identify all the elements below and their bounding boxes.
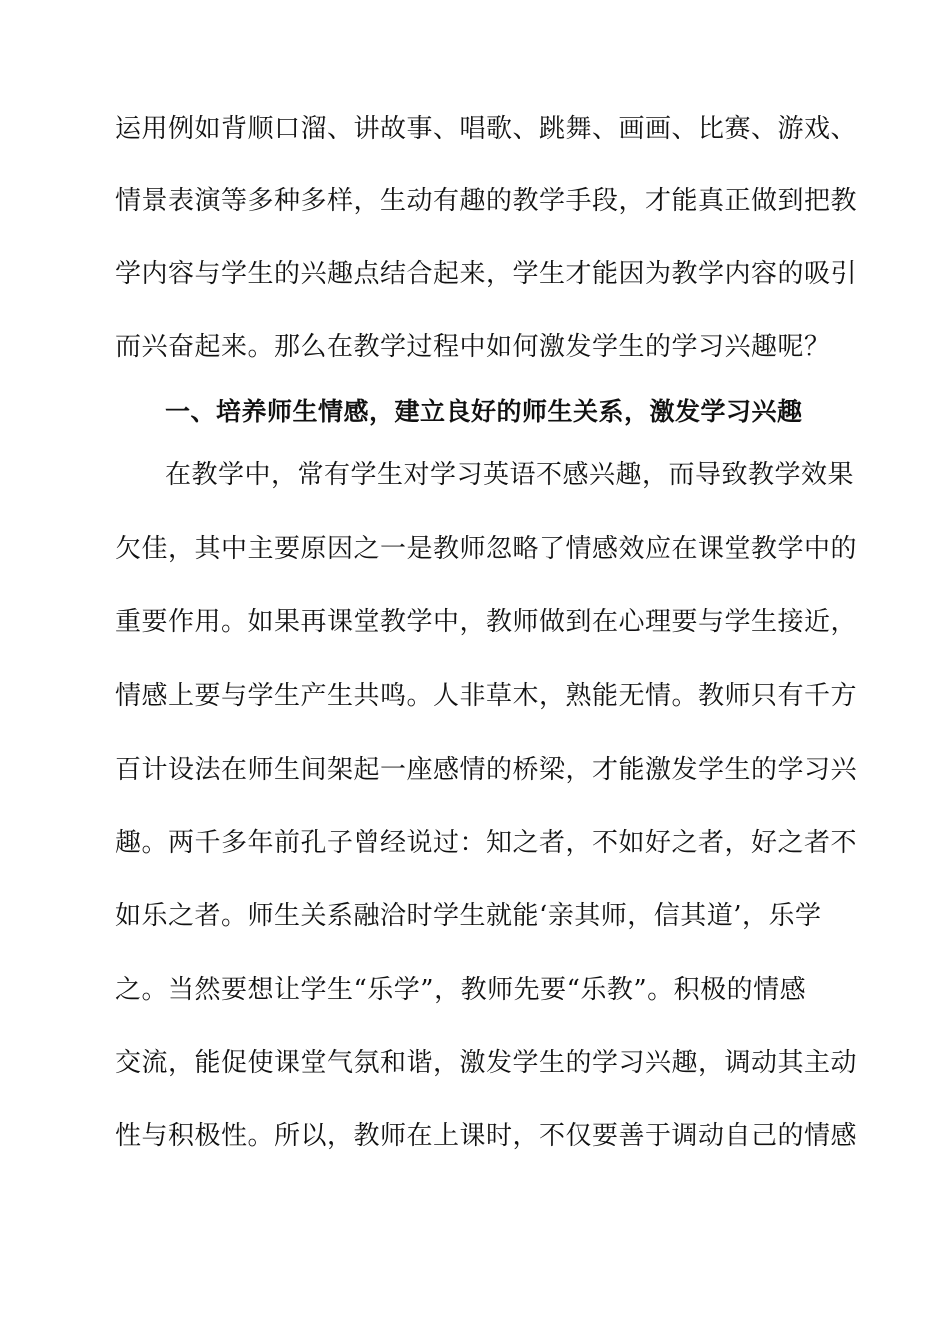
- paragraph-line: 趣。两千多年前孔子曾经说过：知之者，不如好之者，好之者不: [115, 828, 858, 858]
- paragraph-line: 性与积极性。所以，教师在上课时，不仅要善于调动自己的情感: [115, 1121, 858, 1151]
- paragraph-line: 情景表演等多种多样，生动有趣的教学手段，才能真正做到把教: [115, 186, 858, 216]
- paragraph-line: 如乐之者。师生关系融洽时学生就能‘亲其师，信其道’，乐学: [115, 901, 822, 931]
- paragraph-line: 学内容与学生的兴趣点结合起来，学生才能因为教学内容的吸引: [115, 259, 858, 289]
- paragraph-line: 运用例如背顺口溜、讲故事、唱歌、跳舞、画画、比赛、游戏、: [115, 114, 858, 144]
- paragraph-line: 之。当然要想让学生“乐学”，教师先要“乐教”。积极的情感: [115, 975, 807, 1005]
- paragraph-line: 百计设法在师生间架起一座感情的桥梁，才能激发学生的学习兴: [115, 755, 858, 785]
- paragraph-line: 欠佳，其中主要原因之一是教师忽略了情感效应在课堂教学中的: [115, 534, 858, 564]
- paragraph-line: 交流，能促使课堂气氛和谐，激发学生的学习兴趣，调动其主动: [115, 1048, 858, 1078]
- paragraph-line: 在教学中，常有学生对学习英语不感兴趣，而导致教学效果: [165, 460, 855, 490]
- paragraph-line: 重要作用。如果再课堂教学中，教师做到在心理要与学生接近，: [115, 607, 858, 637]
- paragraph-line: 而兴奋起来。那么在教学过程中如何激发学生的学习兴趣呢？: [115, 332, 831, 362]
- section-heading: 一、培养师生情感，建立良好的师生关系，激发学习兴趣: [165, 397, 803, 426]
- paragraph-line: 情感上要与学生产生共鸣。人非草木，熟能无情。教师只有千方: [115, 681, 858, 711]
